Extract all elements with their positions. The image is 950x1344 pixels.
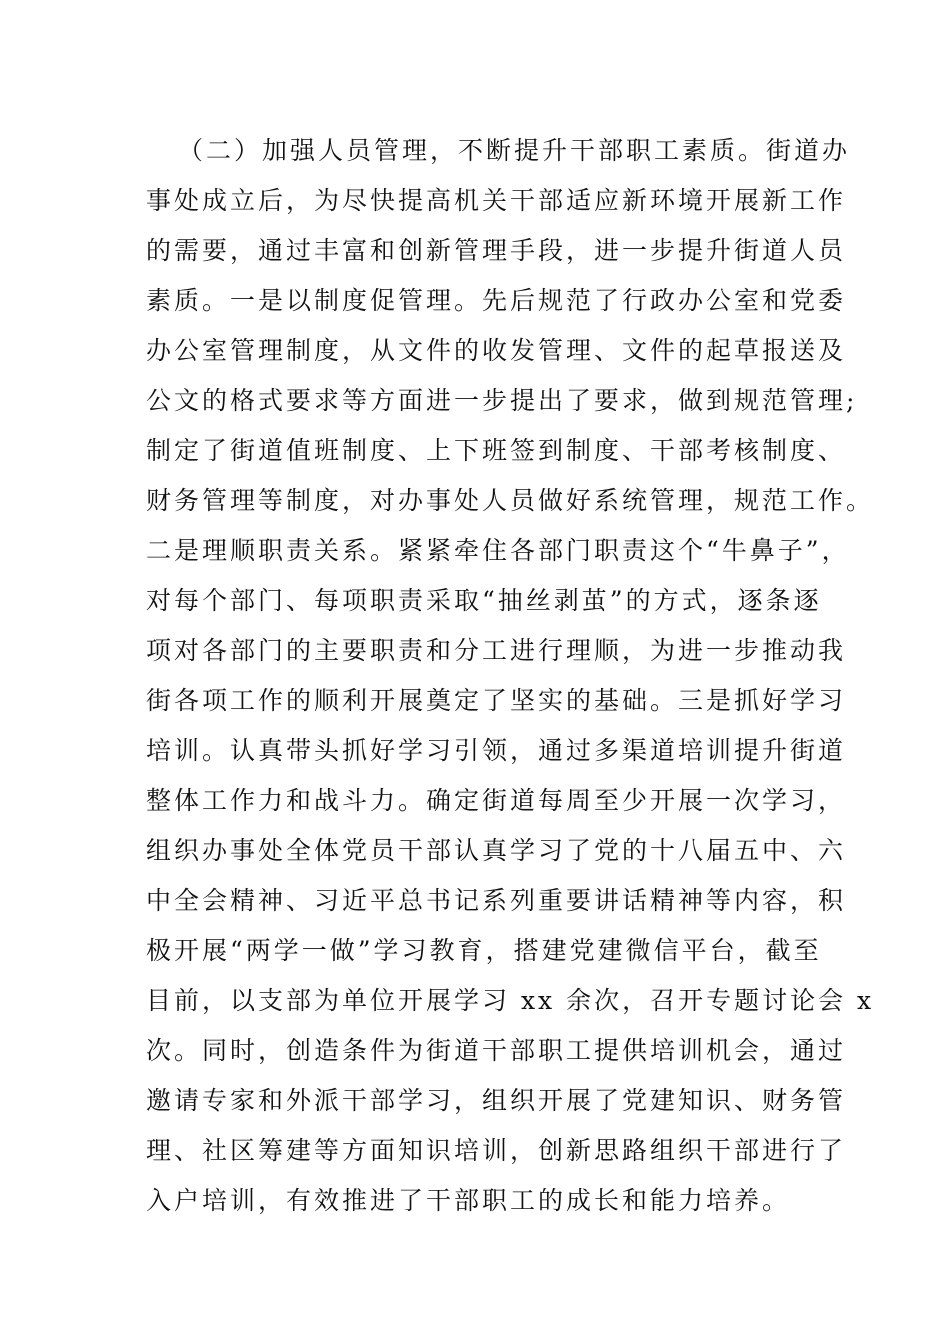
paragraph-line-6: 公文的格式要求等方面进一步提出了要求，做到规范管理;: [146, 386, 858, 415]
paragraph-line-19: 次。同时，创造条件为街道干部职工提供培训机会，通过: [146, 1036, 847, 1065]
paragraph-line-12: 街各项工作的顺利开展奠定了坚实的基础。三是抓好学习: [146, 686, 847, 715]
paragraph-line-13: 培训。认真带头抓好学习引领，通过多渠道培训提升街道: [146, 736, 847, 765]
paragraph-line-3: 的需要，通过丰富和创新管理手段，进一步提升街道人员: [146, 236, 847, 265]
paragraph-line-20: 邀请专家和外派干部学习，组织开展了党建知识、财务管: [146, 1086, 847, 1115]
paragraph-line-7: 制定了街道值班制度、上下班签到制度、干部考核制度、: [146, 436, 847, 465]
paragraph-line-14: 整体工作力和战斗力。确定街道每周至少开展一次学习，: [146, 786, 847, 815]
paragraph-line-22: 入户培训，有效推进了干部职工的成长和能力培养。: [146, 1186, 791, 1215]
paragraph-line-18: 目前，以支部为单位开展学习 xx 余次，召开专题讨论会 x: [146, 986, 875, 1015]
paragraph-line-5: 办公室管理制度，从文件的收发管理、文件的起草报送及: [146, 336, 847, 365]
paragraph-line-9: 二是理顺职责关系。紧紧牵住各部门职责这个“牛鼻子”，: [146, 536, 850, 565]
paragraph-line-10: 对每个部门、每项职责采取“抽丝剥茧”的方式，逐条逐: [146, 586, 822, 615]
paragraph-line-1: （二）加强人员管理，不断提升干部职工素质。街道办: [178, 136, 851, 165]
paragraph-line-17: 极开展“两学一做”学习教育，搭建党建微信平台，截至: [146, 936, 822, 965]
paragraph-line-16: 中全会精神、习近平总书记系列重要讲话精神等内容，积: [146, 886, 847, 915]
paragraph-line-2: 事处成立后，为尽快提高机关干部适应新环境开展新工作: [146, 186, 847, 215]
paragraph-line-8: 财务管理等制度，对办事处人员做好系统管理，规范工作。: [146, 486, 875, 515]
paragraph-line-4: 素质。一是以制度促管理。先后规范了行政办公室和党委: [146, 286, 847, 315]
paragraph-line-11: 项对各部门的主要职责和分工进行理顺，为进一步推动我: [146, 636, 847, 665]
paragraph-line-21: 理、社区筹建等方面知识培训，创新思路组织干部进行了: [146, 1136, 847, 1165]
paragraph-line-15: 组织办事处全体党员干部认真学习了党的十八届五中、六: [146, 836, 847, 865]
